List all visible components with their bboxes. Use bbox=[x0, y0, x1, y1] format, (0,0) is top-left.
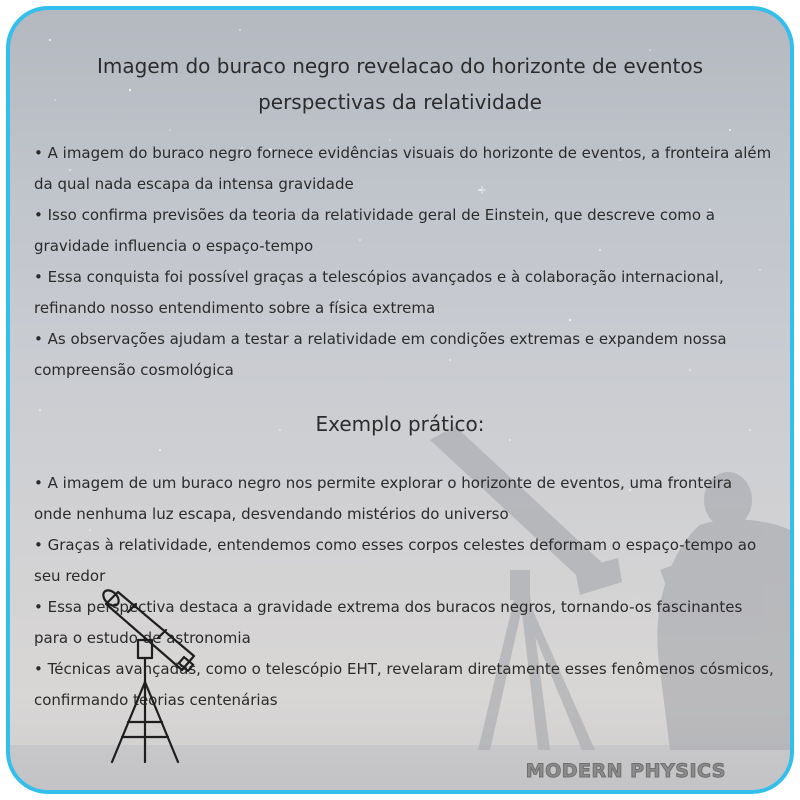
example-heading: Exemplo prático: bbox=[315, 412, 485, 436]
list-item: • Isso confirma previsões da teoria da relatividade geral de Einstein, que descreve como a gravidade influencia o espaço-tempo bbox=[34, 206, 715, 255]
bullet-list-top bbox=[34, 138, 774, 386]
infographic-card bbox=[6, 6, 794, 794]
page-title: Imagem do buraco negro revelacao do horizonte de eventos perspectivas da relatividade bbox=[96, 54, 703, 114]
list-item: • As observações ajudam a testar a relatividade em condições extremas e expandem nossa compreensão cosmológica bbox=[34, 330, 727, 379]
list-item: • A imagem do buraco negro fornece evidências visuais do horizonte de eventos, a fronteira além da qual nada escapa da intensa gravidade bbox=[34, 144, 772, 193]
list-item: • Técnicas avançadas, como o telescópio EHT, revelaram diretamente esses fenômenos cósmicos, confirmando teorias centenárias bbox=[34, 660, 774, 709]
list-item: • Essa conquista foi possível graças a telescópios avançados e à colaboração internacional, refinando nosso entendimento sobre a física extrema bbox=[34, 268, 724, 317]
list-item: • Graças à relatividade, entendemos como esses corpos celestes deformam o espaço-tempo ao seu redor bbox=[34, 536, 757, 585]
brand-logo: MODERN PHYSICS bbox=[525, 760, 726, 782]
telescope-icon bbox=[98, 582, 198, 772]
list-item: • Essa perspectiva destaca a gravidade extrema dos buracos negros, tornando-os fascinantes para o estudo de astronomia bbox=[34, 598, 743, 647]
list-item: • A imagem de um buraco negro nos permite explorar o horizonte de eventos, uma fronteira onde nenhuma luz escapa, desvendando mistérios do universo bbox=[34, 474, 733, 523]
